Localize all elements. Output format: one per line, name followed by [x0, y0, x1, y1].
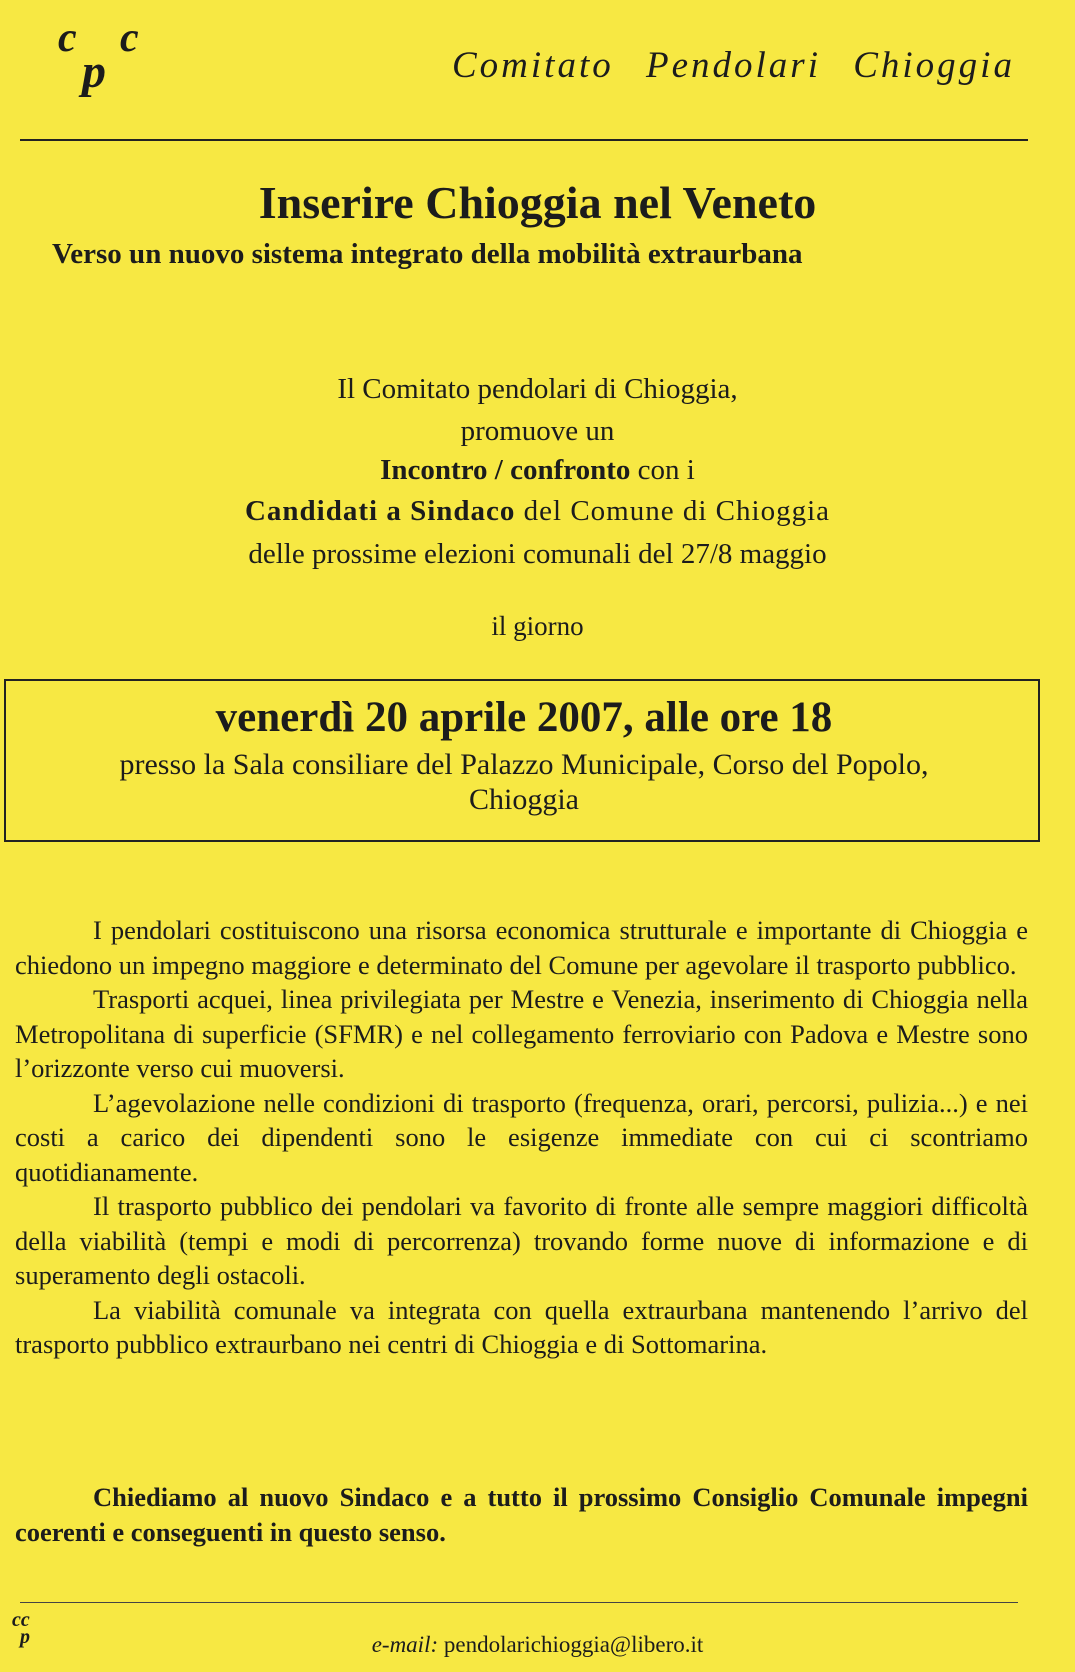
body-text	[15, 913, 1028, 1362]
ccp-logo	[58, 14, 178, 98]
page-title: Inserire Chioggia nel Veneto	[258, 177, 817, 228]
invitation-line-3	[0, 454, 1075, 487]
footer-email	[0, 1632, 1075, 1658]
paragraph: I pendolari costituiscono una risorsa economica strutturale e importante di Chioggia e chiedono un impegno maggiore e determinato del Comune per agevolare il trasporto pubblico.	[15, 915, 1028, 980]
event-box	[4, 679, 1040, 842]
event-place-line-1: presso la Sala consiliare del Palazzo Municipale, Corso del Popolo,	[119, 748, 929, 781]
event-date: venerdì 20 aprile 2007, alle ore 18	[215, 694, 833, 741]
invitation-line-2: promuove un	[460, 415, 615, 447]
email-label: e-mail:	[371, 1632, 439, 1657]
invitation-day-label: il giorno	[491, 611, 584, 641]
paragraph: Trasporti acquei, linea privilegiata per Mestre e Venezia, inserimento di Chioggia nella Metropolitana di superficie (SFMR) e nel collegamento ferroviario con Padova e Mestre sono l’orizzonte verso cui muoversi.	[15, 984, 1028, 1083]
logo-letter-c1: c	[58, 15, 77, 61]
event-place-line-2: Chioggia	[469, 783, 579, 816]
committee-name: Comitato Pendolari Chioggia	[452, 45, 1015, 86]
page-subtitle: Verso un nuovo sistema integrato della mobilità extraurbana	[52, 238, 803, 270]
footer-divider	[20, 1602, 1018, 1603]
invitation-line-1: Il Comitato pendolari di Chioggia,	[337, 373, 738, 405]
logo-small-top: cc	[12, 1609, 30, 1631]
logo-letter-p: p	[82, 45, 106, 98]
meeting-type: Incontro / confronto	[380, 454, 631, 486]
closing-statement: Chiediamo al nuovo Sindaco e a tutto il prossimo Consiglio Comunale impegni coerenti e conseguenti in questo senso.	[15, 1482, 1028, 1547]
invitation-line-5: delle prossime elezioni comunali del 27/8 maggio	[248, 538, 827, 570]
invitation-line-3-rest: con i	[630, 454, 695, 486]
paragraph: La viabilità comunale va integrata con quella extraurbana mantenendo l’arrivo del trasporto pubblico extraurbano nei centri di Chioggia e di Sottomarina.	[15, 1294, 1028, 1359]
header-divider	[20, 139, 1028, 141]
email-address[interactable]: pendolarichioggia@libero.it	[443, 1632, 704, 1657]
candidates-label: Candidati a Sindaco	[244, 495, 516, 527]
logo-small-bottom: p	[20, 1626, 30, 1648]
paragraph: L’agevolazione nelle condizioni di trasporto (frequenza, orari, percorsi, pulizia...) e nei costi a carico dei dipendenti sono le esigenze immediate con cui ci scontriamo quotidianamente.	[15, 1087, 1028, 1187]
invitation-line-4-rest: del Comune di Chioggia	[515, 495, 830, 527]
logo-letter-c2: c	[120, 15, 139, 61]
paragraph: Il trasporto pubblico dei pendolari va favorito di fronte alle sempre maggiori difficoltà della viabilità (tempi e modi di percorrenza) trovando forme nuove di informazione e di superamento degli ostacoli.	[15, 1191, 1028, 1290]
invitation-line-4	[0, 495, 1075, 528]
